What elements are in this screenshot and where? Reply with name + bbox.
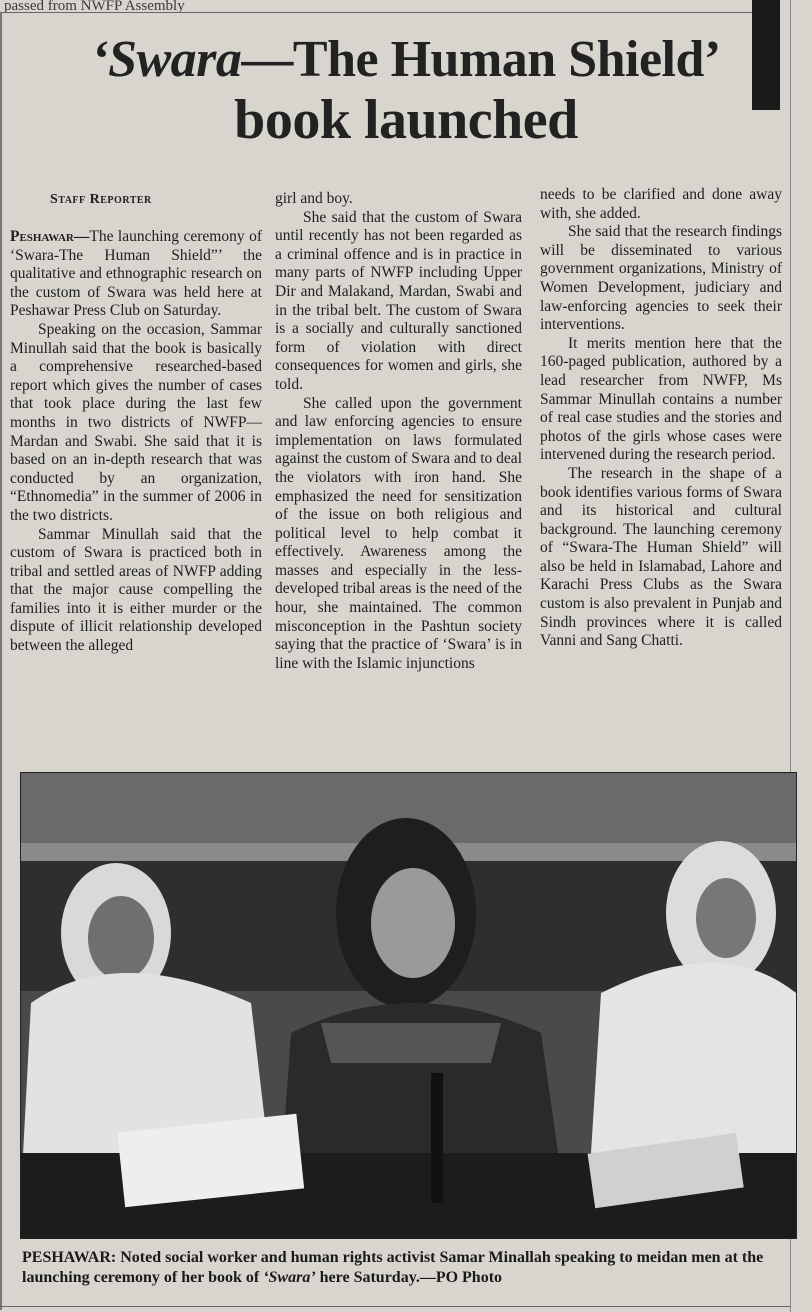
paragraph: Speaking on the occasion, Sammar Minullah said that the book is basically a comprehensive researched-based report which gives the number of cases that took place during the last few months in two districts of NWFP—Mardan and Swabi. She said that it is based on an in-depth research that was conducted by an organization, “Ethnomedia” in the summer of 2006 in the two districts. [10,320,262,524]
headline-line-1 [0,30,812,90]
byline: Staff Reporter [50,192,152,207]
caption-text: PESHAWAR: Noted social worker and human rights activist Samar Minallah speaking to meidan men at the launching ceremony of her book of [22,1249,764,1286]
article-column-1 [10,228,262,656]
photo-caption [22,1248,792,1288]
paragraph: needs to be clarified and done away with, she added. [540,186,782,222]
paragraph-text: The launching ceremony of ‘Swara-The Human Shield”’ the qualitative and ethnographic research on the custom of Swara was held here at Peshawar Press Club on Saturday. [10,228,262,320]
paragraph: She said that the custom of Swara until recently has not been regarded as a criminal offence and is in practice in many parts of NWFP including Upper Dir and Malakand, Mardan, Swabi and in the tribal belt. The custom of Swara is a socially and culturally sanctioned form of violation with direct consequences for women and girls, she told. [275,208,522,393]
caption-italic: ‘Swara’ [263,1269,316,1286]
photo-illustration [21,773,796,1238]
headline-line-1-rest: —The Human Shield’ [241,31,721,88]
bottom-rule [0,1306,790,1307]
article-column-3 [540,186,782,651]
dateline: Peshawar— [10,228,90,245]
left-rule [0,12,2,1310]
caption-text-end: here Saturday.—PO Photo [315,1269,503,1286]
news-photo [20,772,797,1239]
paragraph: The research in the shape of a book identifies various forms of Swara and its historical and cultural background. The launching ceremony of “Swara-The Human Shield” will also be held in Islamabad, Lahore and Karachi Press Clubs as the Swara custom is also prevalent in Punjab and Sindh provinces where it is called Vanni and Sang Chatti. [540,464,782,650]
paragraph: Sammar Minullah said that the custom of Swara is practiced both in tribal and settled areas of NWFP adding that the major cause compelling the families into it is either murder or the dispute of illicit relationship developed between the alleged [10,525,262,655]
paragraph [10,228,262,321]
paragraph: It merits mention here that the 160-paged publication, authored by a lead researcher from NWFP, Ms Sammar Minullah contains a number of real case studies and the stories and photos of the girls whose cases were intervened during the research period. [540,334,782,464]
paragraph: She called upon the government and law enforcing agencies to ensure implementation on laws formulated against the custom of Swara and to deal the violators with iron hand. She emphasized the need for sensitization of the issue on both religious and political level to help combat it effectively. Awareness among the masses and especially in the less- developed tribal areas is the need of the hour, she maintained. The common misconception in the Pashtun society saying that the practice of ‘Swara’ is in line with the Islamic injunctions [275,394,522,672]
headline-italic: ‘Swara [91,31,242,88]
headline [0,30,812,150]
article-column-2 [275,190,522,673]
top-strip-text: passed from NWFP Assembly [0,0,764,13]
headline-line-2: book launched [234,89,578,151]
paragraph: girl and boy. [275,190,353,207]
paragraph: She said that the research findings will be disseminated to various government organizations, Ministry of Women Development, judiciary and law-enforcing agencies to seek their interventions. [540,223,782,334]
